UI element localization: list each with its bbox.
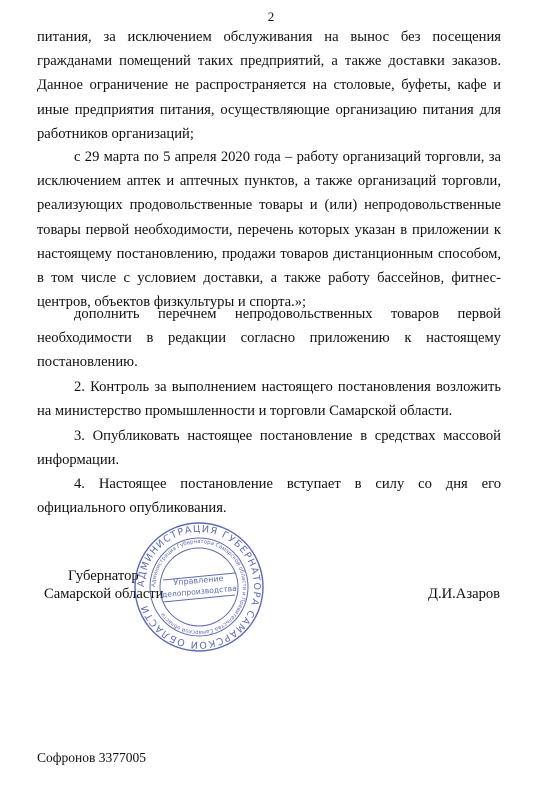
executor-contact: Софронов 3377005 (37, 750, 146, 765)
paragraph-control: 2. Контроль за выполнением настоящего постановления возложить на министерство промышленности и торговли Самарской области. (37, 379, 501, 420)
paragraph-food-service: питания, за исключением обслуживания на вынос без посещения гражданами помещений таких предприятий, а также доставки заказов. Данное ограничение не распространяется на столовые, буфеты, кафе и иные предприятия питания, осуществляющие организацию питания для работников организаций; (37, 29, 501, 142)
paragraph-trade-restriction: с 29 марта по 5 апреля 2020 года – работу организаций торговли, за исключением аптек и аптечных пунктов, а также организаций торговли, реализующих продовольственные товары и (или) непродовольственные товары первой необходимости, перечень которых указан в приложении к настоящему постановлению, продажи товаров дистанционным способом, в том числе с условием доставки, а также работу бассейнов, фитнес-центров, объектов физкультуры и спорта.»; (37, 149, 501, 311)
paragraph-goods-list: дополнить перечнем непродовольственных товаров первой необходимости в редакции согласно приложению к настоящему постановлению. (37, 306, 501, 371)
signatory-position-line2: Самарской области (44, 586, 164, 602)
signatory-name: Д.И.Азаров (428, 586, 501, 602)
paragraph-publication: 3. Опубликовать настоящее постановление в средствах массовой информации. (37, 428, 501, 469)
paragraph-effective-date: 4. Настоящее постановление вступает в силу со дня его официального опубликования. (37, 476, 501, 517)
stamp-center-line2: делопроизводства (161, 583, 238, 600)
official-seal-stamp (132, 520, 266, 654)
stamp-inner-text: Администрация Губернатора Самарской области и Правительства Самарской области (150, 538, 248, 636)
stamp-outer-text: АДМИНИСТРАЦИЯ ГУБЕРНАТОРА САМАРСКОЙ ОБЛАСТИ (135, 523, 263, 651)
page-number: 2 (267, 9, 275, 24)
stamp-center-line1: Управление (173, 573, 224, 588)
signatory-position-line1: Губернатор (68, 568, 139, 584)
